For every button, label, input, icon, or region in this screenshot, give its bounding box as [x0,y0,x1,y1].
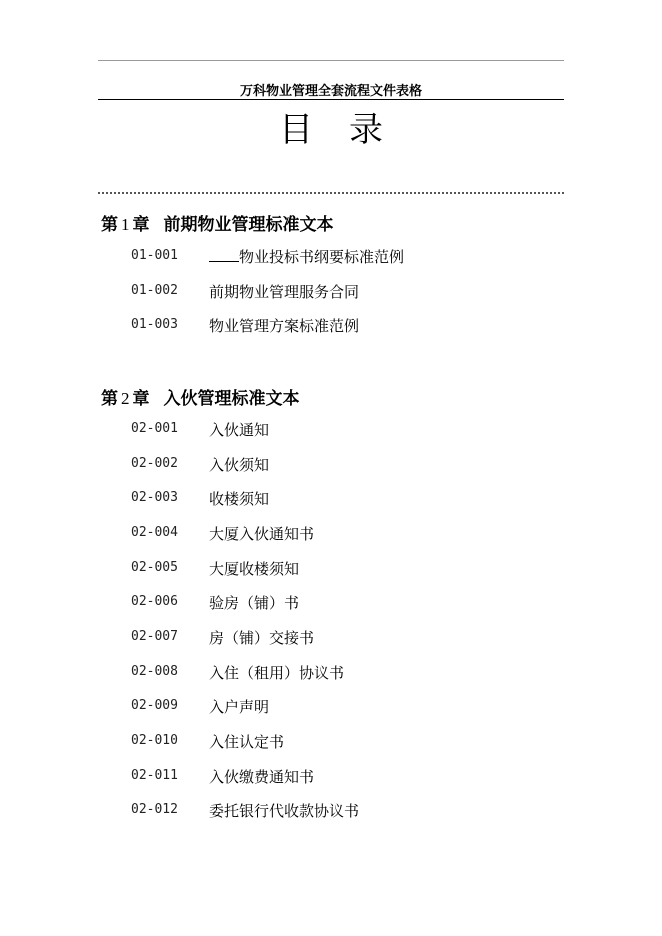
chapter-heading-2 [101,384,300,409]
entry-title: 前期物业管理服务合同 [209,283,360,301]
entry-title: 收楼须知 [209,490,270,508]
entry-code: 02-007 [131,629,178,644]
blank-underline [209,247,239,262]
entry-title: 房（铺）交接书 [209,629,315,647]
header-rule [98,99,564,100]
entry-title: 物业管理方案标准范例 [209,317,360,335]
entry-code: 02-006 [131,594,178,609]
entry-code: 02-012 [131,802,178,817]
chapter-prefix: 第 [101,215,118,235]
chapter-heading-1 [101,210,334,235]
entry-title: 委托银行代收款协议书 [209,802,360,820]
chapter-suffix: 章 [132,215,150,235]
entry-code: 02-009 [131,698,178,713]
chapter-number: 2 [121,389,130,408]
top-rule [98,60,564,61]
entry-title: 入伙须知 [209,456,270,474]
entry-title: 大厦收楼须知 [209,560,300,578]
entry-title: 入住（租用）协议书 [209,664,345,682]
toc-title: 目录 [279,110,419,150]
entry-title: 入伙通知 [209,421,270,439]
entry-title: 物业投标书纲要标准范例 [239,248,405,266]
entry-title: 大厦入伙通知书 [209,525,315,543]
chapter-title: 入伙管理标准文本 [163,389,300,409]
entry-code: 02-011 [131,768,178,783]
entry-code: 02-002 [131,456,178,471]
chapter-title: 前期物业管理标准文本 [163,215,334,235]
dotted-separator [98,192,564,194]
entry-title-wrap [209,246,404,267]
chapter-number: 1 [121,215,130,234]
chapter-suffix: 章 [132,389,150,409]
entry-title: 入住认定书 [209,733,285,751]
document-header-title: 万科物业管理全套流程文件表格 [239,84,422,99]
chapter-prefix: 第 [101,389,118,409]
entry-code: 02-005 [131,560,178,575]
entry-code: 01-001 [131,248,178,263]
entry-title: 入伙缴费通知书 [209,768,315,786]
entry-code: 02-010 [131,733,178,748]
entry-code: 02-008 [131,664,178,679]
entry-code: 02-001 [131,421,178,436]
entry-title: 验房（铺）书 [209,594,300,612]
entry-code: 02-003 [131,490,178,505]
entry-title: 入户声明 [209,698,270,716]
entry-code: 02-004 [131,525,178,540]
entry-code: 01-003 [131,317,178,332]
entry-code: 01-002 [131,283,178,298]
